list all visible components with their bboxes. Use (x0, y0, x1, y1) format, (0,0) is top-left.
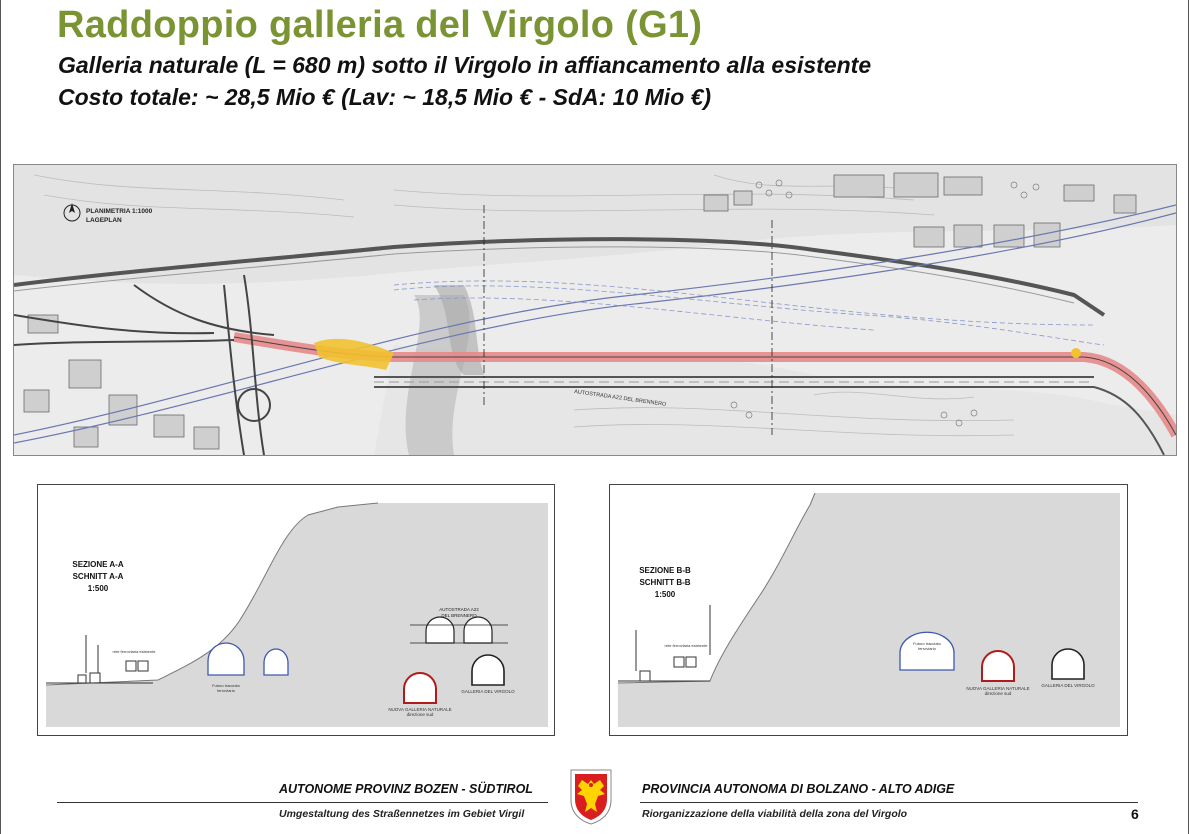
subtitle-tunnel-length: Galleria naturale (L = 680 m) sotto il Virgolo in affiancamento alla esistente (58, 52, 872, 78)
section-a-bypass-label-2: ferroviario (217, 688, 235, 693)
section-b-new-gallery-label-2: direzione sud (984, 691, 1012, 696)
plan-label-scale: PLANIMETRIA 1:1000 (86, 208, 153, 215)
section-b-railway-label: rete ferroviaria esistente (664, 643, 708, 648)
slide-border-left (0, 0, 1, 834)
section-a-a-drawing (37, 484, 555, 736)
section-b-scale: 1:500 (654, 590, 676, 599)
section-a-scale: 1:500 (87, 584, 109, 593)
section-a-title-de: SCHNITT A-A (72, 572, 124, 581)
section-b-title-it: SEZIONE B-B (639, 566, 691, 575)
footer-right-subtitle: Riorganizzazione della viabilità della zona del Virgolo (642, 808, 908, 820)
section-a-new-gallery-label-1: NUOVA GALLERIA NATURALE (388, 707, 452, 712)
tyrolean-eagle-crest-icon (567, 766, 615, 826)
plan-view-svg (14, 165, 1176, 455)
plan-label-lageplan: LAGEPLAN (86, 217, 122, 224)
section-a-new-gallery-label-2: direzione sud (406, 712, 434, 717)
section-a-title-it: SEZIONE A-A (72, 560, 124, 569)
page-number: 6 (1131, 806, 1139, 822)
footer-right-title: PROVINCIA AUTONOMA DI BOLZANO - ALTO ADIGE (642, 782, 955, 796)
section-b-b-drawing (609, 484, 1128, 736)
section-b-bypass-label-1: Futuro tracciato (913, 641, 941, 646)
section-a-railway-label: rete ferroviaria esistente (112, 649, 156, 654)
subtitle-total-cost: Costo totale: ~ 28,5 Mio € (Lav: ~ 18,5 Mio € - SdA: 10 Mio €) (58, 84, 712, 110)
section-a-existing-gallery-label: GALLERIA DEL VIRGOLO (461, 689, 515, 694)
section-b-b-svg (610, 485, 1127, 735)
section-a-motorway-label-1: AUTOSTRADA A22 (439, 607, 479, 612)
footer-rule-left (57, 802, 548, 803)
section-b-bypass-label-2: ferroviario (918, 646, 936, 651)
footer-left-subtitle: Umgestaltung des Straßennetzes im Gebiet Virgil (279, 808, 525, 820)
section-b-title-de: SCHNITT B-B (639, 578, 691, 587)
footer-left-title: AUTONOME PROVINZ BOZEN - SÜDTIROL (279, 782, 533, 796)
section-b-existing-gallery-label: GALLERIA DEL VIRGOLO (1041, 683, 1095, 688)
section-a-a-svg (38, 485, 554, 735)
section-a-motorway-label-2: DEL BRENNERO (441, 613, 477, 618)
footer-rule-right (640, 802, 1138, 803)
plan-label-motorway: AUTOSTRADA A22 DEL BRENNERO (573, 389, 667, 408)
section-b-new-gallery-label-1: NUOVA GALLERIA NATURALE (966, 686, 1030, 691)
section-a-bypass-label-1: Futuro tracciato (212, 683, 240, 688)
slide-title: Raddoppio galleria del Virgolo (G1) (57, 4, 703, 46)
plan-view-drawing (13, 164, 1177, 456)
